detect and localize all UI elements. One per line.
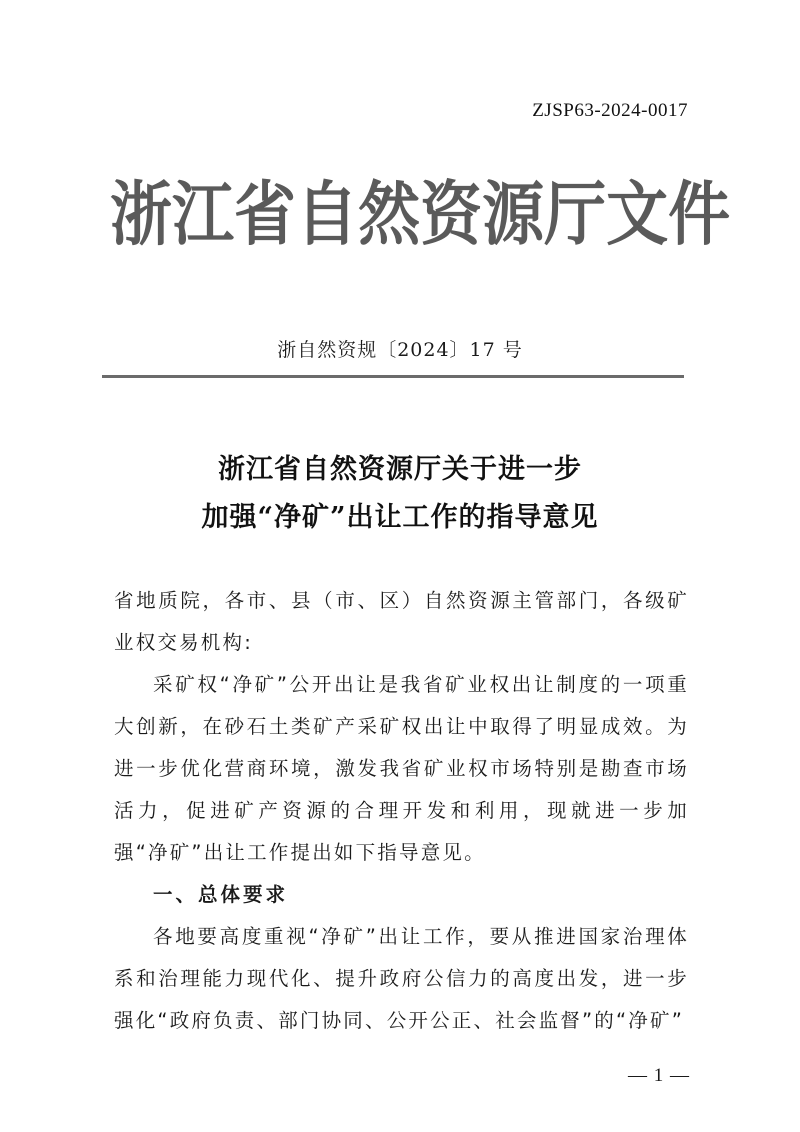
masthead-char: 浙 xyxy=(110,172,173,255)
header-divider xyxy=(102,375,684,378)
body-paragraph: 各地要高度重视“净矿”出让工作，要从推进国家治理体系和治理能力现代化、提升政府公信力的高度出发，进一步强化“政府负责、部门协同、公开公正、社会监督”的“净矿” xyxy=(114,925,689,1032)
salutation: 省地质院，各市、县（市、区）自然资源主管部门，各级矿业权交易机构: xyxy=(114,589,689,654)
masthead-char: 资 xyxy=(420,172,483,255)
title-line-1: 浙江省自然资源厅关于进一步 xyxy=(218,454,582,485)
masthead-char: 江 xyxy=(172,172,235,255)
document-title xyxy=(0,446,800,542)
masthead-char: 文 xyxy=(606,172,669,255)
masthead-char: 件 xyxy=(668,172,731,255)
document-body xyxy=(114,580,689,1042)
title-line-2: 加强“净矿”出让工作的指导意见 xyxy=(201,502,599,533)
page-number: — 1 — xyxy=(628,1065,690,1086)
masthead-char: 然 xyxy=(358,172,421,255)
masthead-char: 厅 xyxy=(544,172,607,255)
masthead-char: 省 xyxy=(234,172,297,255)
section-heading: 一、总体要求 xyxy=(153,883,289,906)
document-code: ZJSP63-2024-0017 xyxy=(532,100,688,121)
document-number: 浙自然资规〔2024〕17 号 xyxy=(277,339,523,361)
masthead-char: 自 xyxy=(296,172,359,255)
masthead-char: 源 xyxy=(482,172,545,255)
masthead-title xyxy=(110,158,731,258)
body-paragraph: 采矿权“净矿”公开出让是我省矿业权出让制度的一项重大创新，在砂石土类矿产采矿权出让中取得了明显成效。为进一步优化营商环境，激发我省矿业权市场特别是勘查市场活力，促进矿产资源的合理开发和利用，现就进一步加强“净矿”出让工作提出如下指导意见。 xyxy=(114,673,689,864)
